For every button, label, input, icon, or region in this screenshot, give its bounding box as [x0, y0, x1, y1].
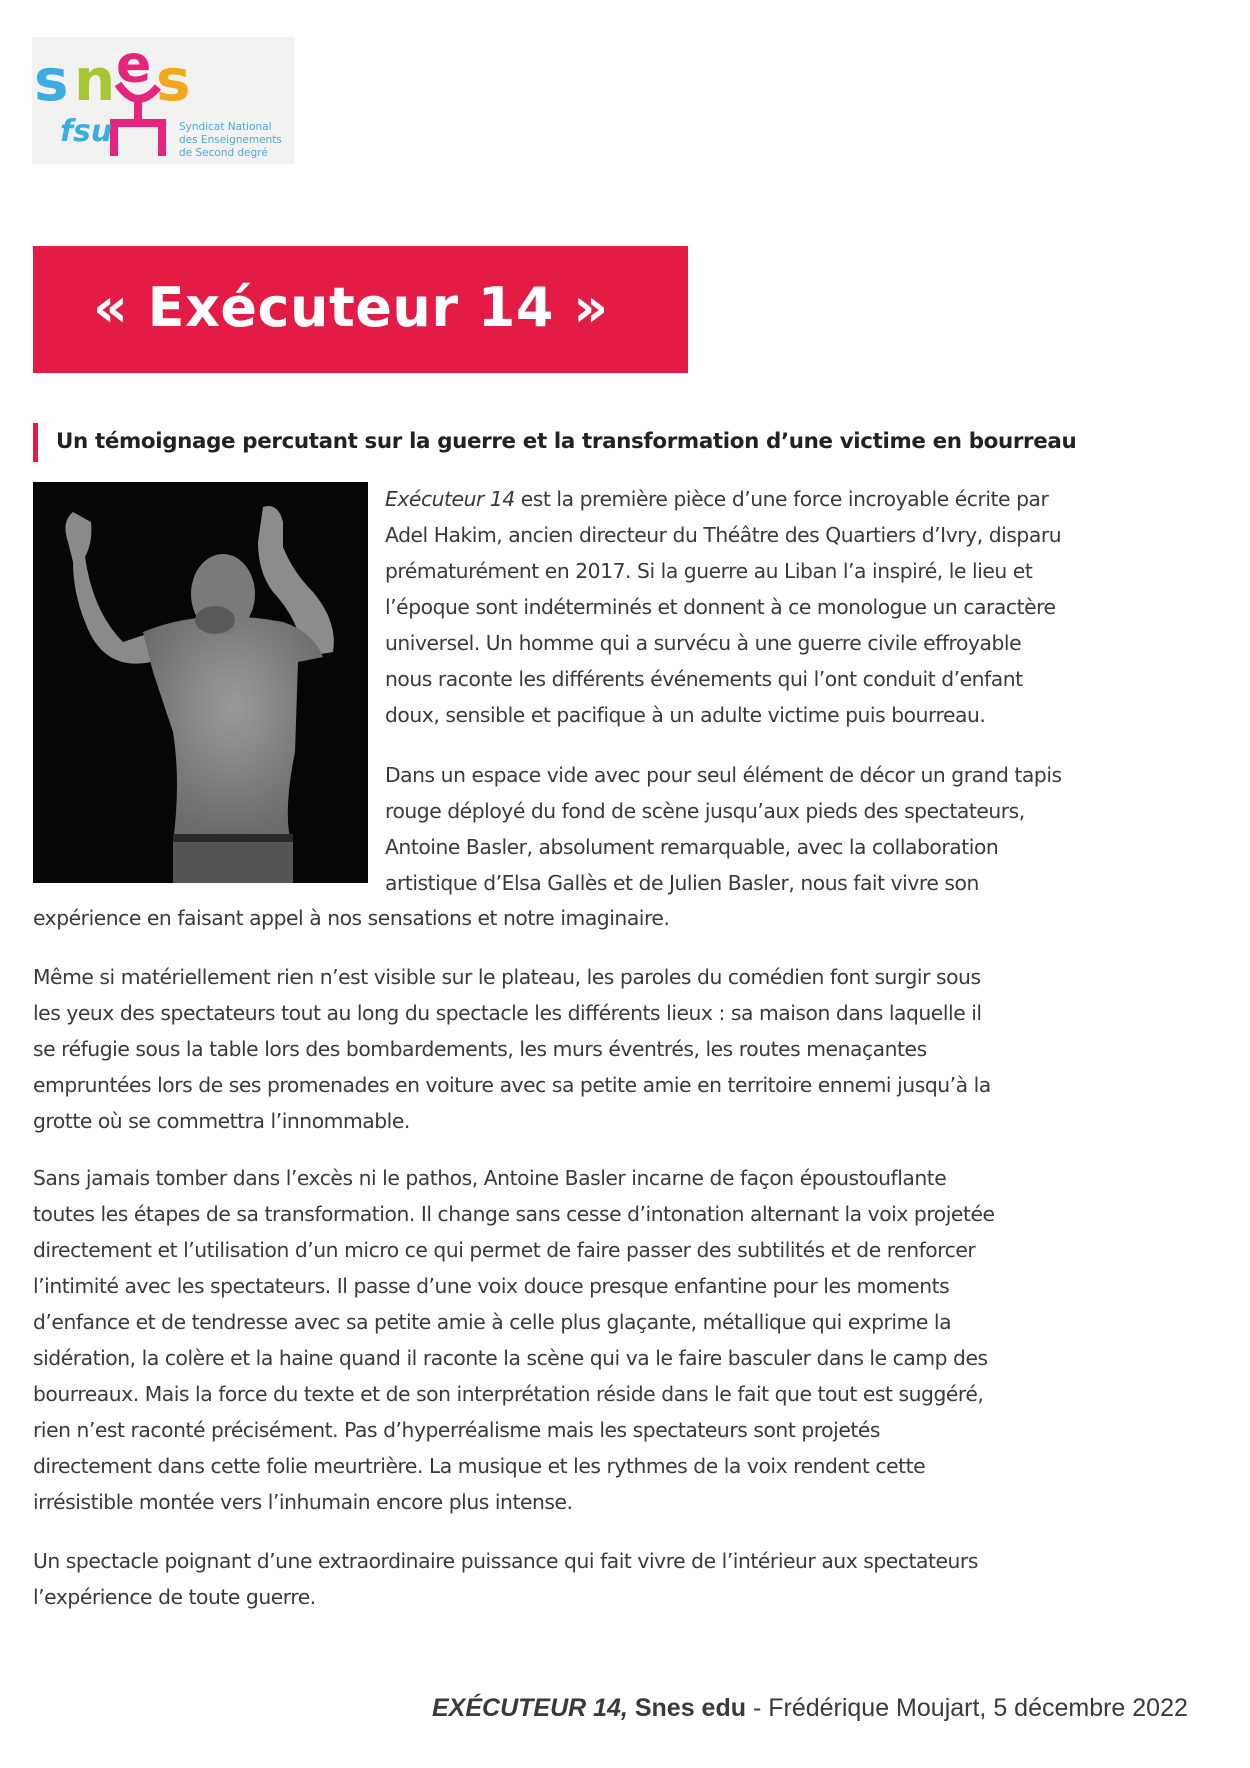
paragraph-line: empruntées lors de ses promenades en voiture avec sa petite amie en territoire ennemi jusqu’à la: [33, 1073, 991, 1097]
paragraph-line: irrésistible montée vers l’inhumain encore plus intense.: [33, 1490, 573, 1514]
logo-letter-e: e: [116, 37, 152, 95]
paragraph-line: les yeux des spectateurs tout au long du spectacle les différents lieux : sa maison dans laquelle il: [33, 1001, 982, 1025]
logo-tagline-line: Syndicat National: [179, 121, 272, 133]
caption-work-title: EXÉCUTEUR 14,: [432, 1694, 628, 1722]
paragraph-line: toutes les étapes de sa transformation. Il change sans cesse d’intonation alternant la voix projetée: [33, 1202, 995, 1226]
paragraph-5: [33, 1543, 978, 1615]
paragraph-line: artistique d’Elsa Gallès et de Julien Basler, nous fait vivre son: [385, 871, 979, 895]
logo-tagline-line: des Enseignements: [179, 134, 282, 146]
caption-author-date: - Frédérique Moujart, 5 décembre 2022: [746, 1694, 1188, 1722]
subheading: Un témoignage percutant sur la guerre et la transformation d’une victime en bourreau: [56, 429, 1077, 454]
paragraph-line-text: est la première pièce d’une force incroyable écrite par: [514, 487, 1049, 511]
paragraph-4: [33, 1160, 995, 1520]
paragraph-line: Dans un espace vide avec pour seul élément de décor un grand tapis: [385, 763, 1062, 787]
paragraph-3: [33, 959, 991, 1139]
logo-letter-s: s: [34, 46, 69, 114]
paragraph-line: Sans jamais tomber dans l’excès ni le pathos, Antoine Basler incarne de façon époustouflante: [33, 1166, 947, 1190]
paragraph-line: nous raconte les différents événements qui l’ont conduit d’enfant: [385, 667, 1023, 691]
logo-fsu: fsu: [60, 114, 113, 149]
paragraph-line: se réfugie sous la table lors des bombardements, les murs éventrés, les routes menaçantes: [33, 1037, 927, 1061]
paragraph-line: Adel Hakim, ancien directeur du Théâtre des Quartiers d’Ivry, disparu: [385, 523, 1062, 547]
paragraph-line: expérience en faisant appel à nos sensations et notre imaginaire.: [33, 906, 670, 930]
paragraph-line: grotte où se commettra l’innommable.: [33, 1109, 410, 1133]
paragraph-line: [385, 481, 1061, 517]
page-title: « Exécuteur 14 »: [93, 276, 609, 339]
paragraph-line: universel. Un homme qui a survécu à une guerre civile effroyable: [385, 631, 1022, 655]
logo-tagline: [179, 121, 282, 160]
paragraph-line: l’expérience de toute guerre.: [33, 1585, 316, 1609]
logo-tagline-line: de Second degré: [179, 147, 268, 159]
paragraph-line: bourreaux. Mais la force du texte et de son interprétation réside dans le fait que tout est suggéré,: [33, 1382, 984, 1406]
paragraph-line: sidération, la colère et la haine quand il raconte la scène qui va le faire basculer dans le camp des: [33, 1346, 988, 1370]
paragraph-line: d’enfance et de tendresse avec sa petite amie à celle plus glaçante, métallique qui exprime la: [33, 1310, 952, 1334]
paragraph-2-continued: [33, 900, 669, 936]
subheading-accent-bar: [33, 423, 38, 462]
actor-photo-graphic: [33, 482, 368, 883]
logo-figure-legs: [114, 123, 162, 156]
paragraph-line: Antoine Basler, absolument remarquable, avec la collaboration: [385, 835, 999, 859]
source-caption: [432, 1693, 1188, 1723]
paragraph-line: Même si matériellement rien n’est visible sur le plateau, les paroles du comédien font surgir sous: [33, 965, 981, 989]
paragraph-1: [385, 481, 1061, 733]
paragraph-line: rien n’est raconté précisément. Pas d’hyperréalisme mais les spectateurs sont projetés: [33, 1418, 880, 1442]
logo-letter-n: n: [74, 46, 116, 114]
paragraph-line: rouge déployé du fond de scène jusqu’aux pieds des spectateurs,: [385, 799, 1025, 823]
snes-fsu-logo: [32, 37, 295, 164]
title-banner: [33, 246, 688, 373]
paragraph-line: l’époque sont indéterminés et donnent à ce monologue un caractère: [385, 595, 1056, 619]
actor-photo: [33, 482, 368, 883]
paragraph-line: directement dans cette folie meurtrière. La musique et les rythmes de la voix rendent cette: [33, 1454, 926, 1478]
paragraph-line: doux, sensible et pacifique à un adulte victime puis bourreau.: [385, 703, 986, 727]
play-title-italic: Exécuteur 14: [385, 487, 515, 511]
logo-letter-s2: s: [156, 46, 191, 114]
paragraph-line: l’intimité avec les spectateurs. Il passe d’une voix douce presque enfantine pour les moments: [33, 1274, 950, 1298]
paragraph-2: [385, 757, 1062, 901]
paragraph-line: prématurément en 2017. Si la guerre au Liban l’a inspiré, le lieu et: [385, 559, 1033, 583]
paragraph-line: directement et l’utilisation d’un micro ce qui permet de faire passer des subtilités et de renforcer: [33, 1238, 976, 1262]
paragraph-line: Un spectacle poignant d’une extraordinaire puissance qui fait vivre de l’intérieur aux spectateurs: [33, 1549, 978, 1573]
caption-source: Snes edu: [634, 1694, 746, 1722]
